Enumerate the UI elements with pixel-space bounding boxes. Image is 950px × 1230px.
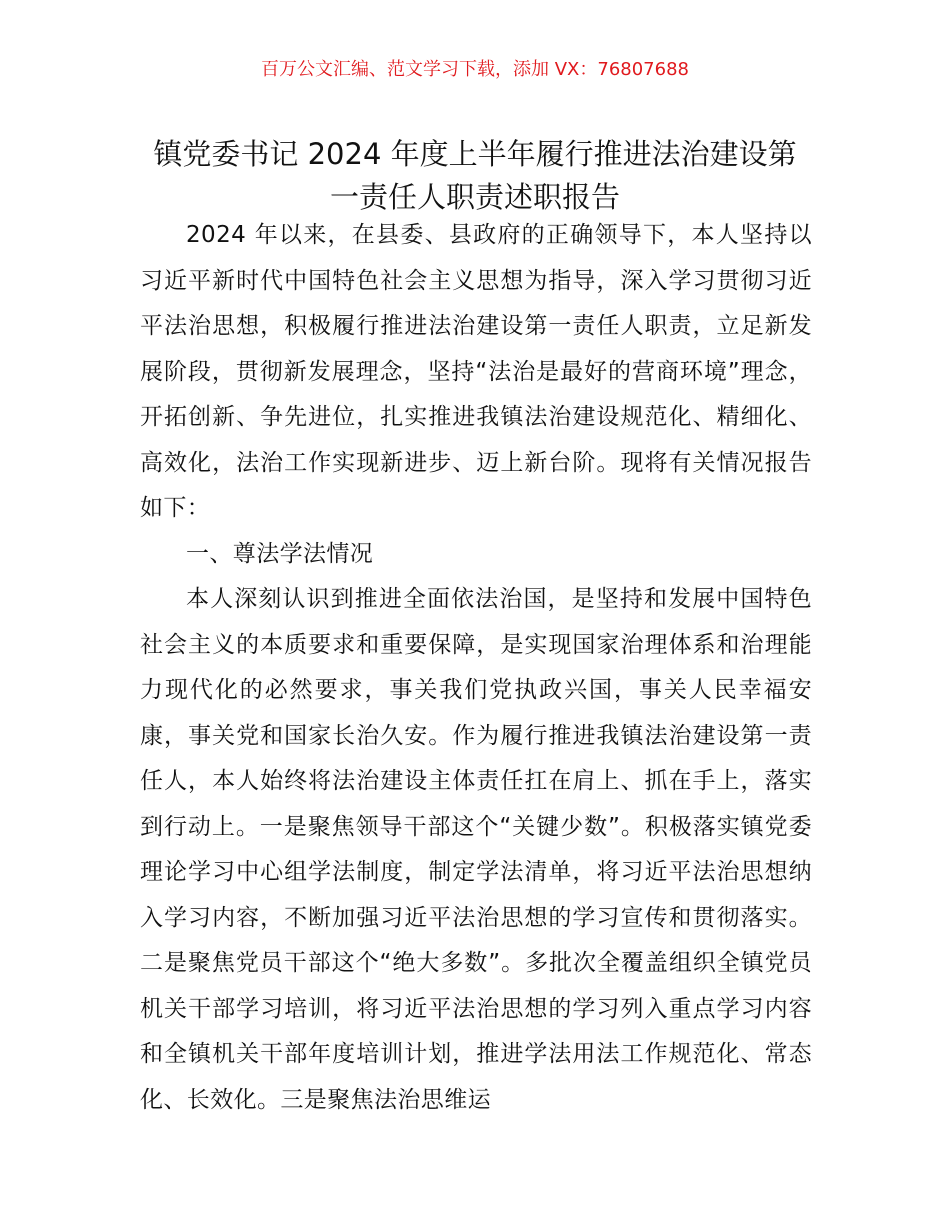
document-title: 镇党委书记 2024 年度上半年履行推进法治建设第一责任人职责述职报告 [153, 137, 797, 215]
document-body [140, 213, 812, 1123]
section-heading: 一、尊法学法情况 [186, 540, 374, 567]
header-banner: 百万公文汇编、范文学习下载，添加 VX：76807688 [261, 59, 689, 80]
intro-paragraph: 2024 年以来，在县委、县政府的正确领导下，本人坚持以习近平新时代中国特色社会主义思想为指导，深入学习贯彻习近平法治思想，积极履行推进法治建设第一责任人职责，立足新发展阶段，贯彻新发展理念，坚持“法治是最好的营商环境”理念，开拓创新、争先进位，扎实推进我镇法治建设规范化、精细化、高效化，法治工作实现新进步、迈上新台阶。现将有关情况报告如下： [140, 222, 812, 521]
body-paragraph: 本人深刻认识到推进全面依法治国，是坚持和发展中国特色社会主义的本质要求和重要保障，是实现国家治理体系和治理能力现代化的必然要求，事关我们党执政兴国，事关人民幸福安康，事关党和国家长治久安。作为履行推进我镇法治建设第一责任人，本人始终将法治建设主体责任扛在肩上、抓在手上，落实到行动上。一是聚焦领导干部这个“关键少数”。积极落实镇党委理论学习中心组学法制度，制定学法清单，将习近平法治思想纳入学习内容，不断加强习近平法治思想的学习宣传和贯彻落实。二是聚焦党员干部这个“绝大多数”。多批次全覆盖组织全镇党员机关干部学习培训，将习近平法治思想的学习列入重点学习内容和全镇机关干部年度培训计划，推进学法用法工作规范化、常态化、长效化。三是聚焦法治思维运 [140, 586, 812, 1113]
